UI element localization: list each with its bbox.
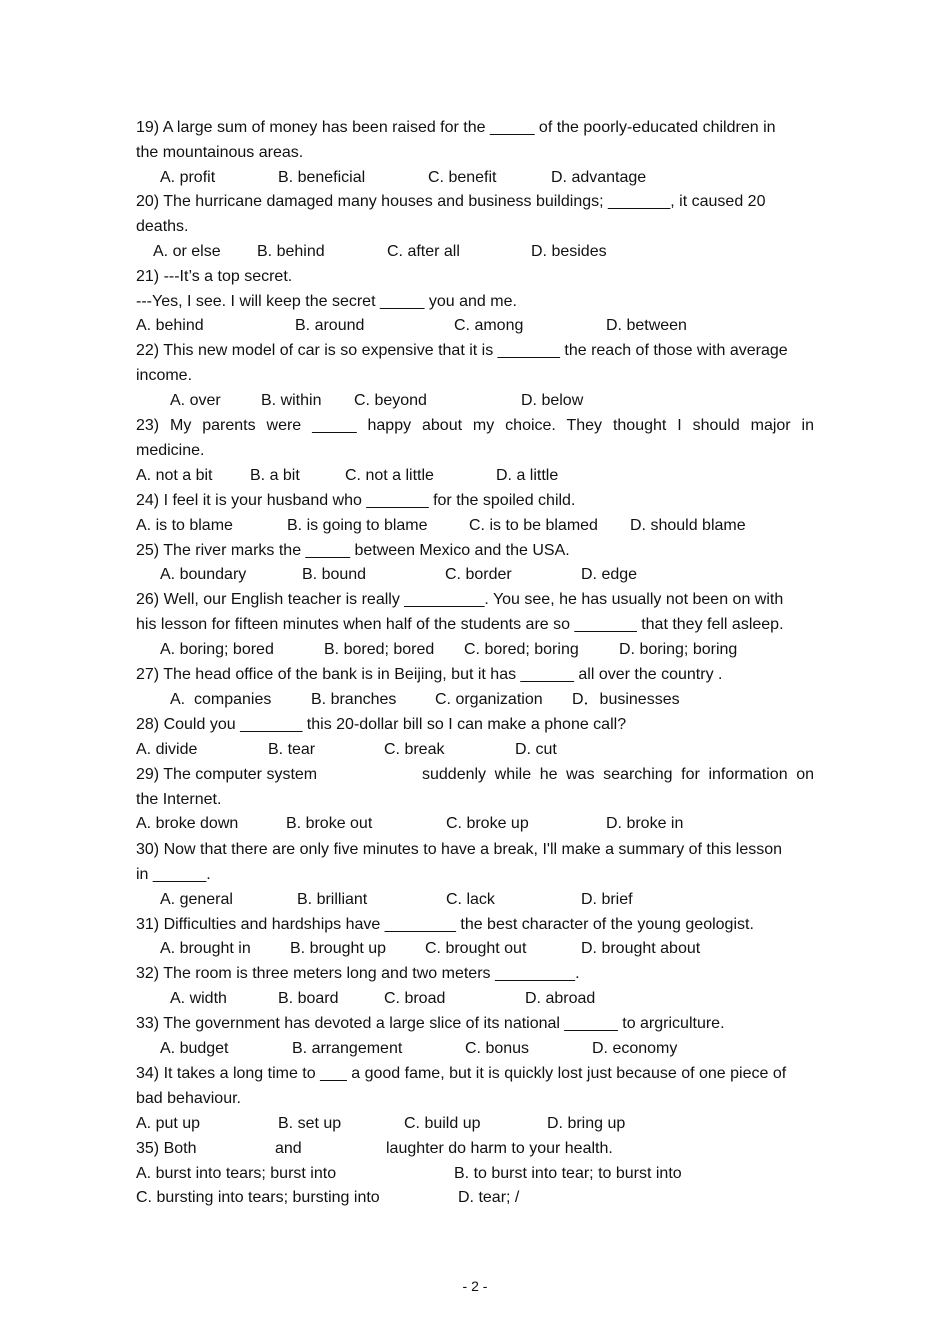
question-26-option-d: D. boring; boring xyxy=(619,641,738,658)
question-28-option-d: D. cut xyxy=(515,741,557,758)
question-28-option-b: B. tear xyxy=(268,741,316,758)
question-21-stem-cont: ---Yes, I see. I will keep the secret _____ you and me. xyxy=(136,293,517,310)
question-26-option-b: B. bored; bored xyxy=(324,641,435,658)
question-34-option-d: D. bring up xyxy=(547,1115,626,1132)
question-31-option-a: A. brought in xyxy=(160,940,251,957)
question-23-stem-cont: medicine. xyxy=(136,442,205,459)
question-21-option-c: C. among xyxy=(454,317,524,334)
question-35-stem-mid: and xyxy=(275,1140,302,1157)
question-32-option-a: A. width xyxy=(170,990,227,1007)
question-28-option-a: A. divide xyxy=(136,741,198,758)
question-35-option-d: D. tear; / xyxy=(458,1189,520,1206)
question-20-stem: 20) The hurricane damaged many houses and business buildings; _______, it caused 20 xyxy=(136,193,766,210)
question-27-stem: 27) The head office of the bank is in Beijing, but it has ______ all over the country . xyxy=(136,666,723,683)
question-33-option-d: D. economy xyxy=(592,1040,678,1057)
question-23-option-c: C. not a little xyxy=(345,467,434,484)
question-21-option-b: B. around xyxy=(295,317,365,334)
question-20-option-d: D. besides xyxy=(531,243,607,260)
question-25-stem: 25) The river marks the _____ between Mexico and the USA. xyxy=(136,542,570,559)
question-19-option-c: C. benefit xyxy=(428,169,497,186)
question-35-option-b: B. to burst into tear; to burst into xyxy=(454,1165,682,1182)
page-number: - 2 - xyxy=(462,1278,488,1294)
question-34-stem-cont: bad behaviour. xyxy=(136,1090,241,1107)
question-21-stem: 21) ---It’s a top secret. xyxy=(136,268,293,285)
question-31-option-c: C. brought out xyxy=(425,940,527,957)
question-27-option-c: C. organization xyxy=(435,691,543,708)
question-23-option-d: D. a little xyxy=(496,467,559,484)
question-25-option-c: C. border xyxy=(445,566,512,583)
question-31-option-d: D. brought about xyxy=(581,940,701,957)
question-19-option-b: B. beneficial xyxy=(278,169,366,186)
question-23-stem: 23) My parents were _____ happy about my choice. They thought I should major in xyxy=(136,417,814,434)
question-35-option-a: A. burst into tears; burst into xyxy=(136,1165,337,1182)
question-26-option-c: C. bored; boring xyxy=(464,641,579,658)
question-27-option-a: A. companies xyxy=(170,691,272,708)
question-29-stem-after-blank: suddenly while he was searching for information on xyxy=(422,766,814,783)
question-20-option-b: B. behind xyxy=(257,243,325,260)
question-19-stem-cont: the mountainous areas. xyxy=(136,144,304,161)
question-31-stem: 31) Difficulties and hardships have ________ the best character of the young geologist. xyxy=(136,916,754,933)
question-33-stem: 33) The government has devoted a large slice of its national ______ to argriculture. xyxy=(136,1015,725,1032)
question-24-option-d: D. should blame xyxy=(630,517,746,534)
question-29-option-a: A. broke down xyxy=(136,815,239,832)
question-28-option-c: C. break xyxy=(384,741,445,758)
question-32-stem: 32) The room is three meters long and two meters _________. xyxy=(136,965,580,982)
question-34-stem: 34) It takes a long time to ___ a good fame, but it is quickly lost just because of one piece of xyxy=(136,1065,787,1082)
question-22-stem: 22) This new model of car is so expensive that it is _______ the reach of those with average xyxy=(136,342,788,359)
question-34-option-c: C. build up xyxy=(404,1115,481,1132)
question-29-stem-cont: the Internet. xyxy=(136,791,222,808)
question-23-option-b: B. a bit xyxy=(250,467,300,484)
question-25-option-b: B. bound xyxy=(302,566,367,583)
question-29-option-b: B. broke out xyxy=(286,815,373,832)
question-19-option-d: D. advantage xyxy=(551,169,647,186)
question-33-option-c: C. bonus xyxy=(465,1040,530,1057)
question-22-option-b: B. within xyxy=(261,392,322,409)
question-35-option-c: C. bursting into tears; bursting into xyxy=(136,1189,380,1206)
question-27-option-d: D．businesses xyxy=(572,691,680,708)
question-22-option-c: C. beyond xyxy=(354,392,427,409)
question-29-option-c: C. broke up xyxy=(446,815,529,832)
question-20-option-a: A. or else xyxy=(153,243,221,260)
question-30-option-a: A. general xyxy=(160,891,233,908)
question-26-stem: 26) Well, our English teacher is really _________. You see, he has usually not been on with xyxy=(136,591,784,608)
question-25-option-d: D. edge xyxy=(581,566,638,583)
question-26-option-a: A. boring; bored xyxy=(160,641,274,658)
question-20-option-c: C. after all xyxy=(387,243,460,260)
question-32-option-b: B. board xyxy=(278,990,339,1007)
question-33-option-a: A. budget xyxy=(160,1040,229,1057)
question-30-stem: 30) Now that there are only five minutes to have a break, I'll make a summary of this lesson xyxy=(136,841,783,858)
question-24-option-c: C. is to be blamed xyxy=(469,517,598,534)
question-26-stem-cont: his lesson for fifteen minutes when half of the students are so _______ that they fell asleep. xyxy=(136,616,784,633)
question-23-option-a: A. not a bit xyxy=(136,467,213,484)
question-34-option-a: A. put up xyxy=(136,1115,201,1132)
question-31-option-b: B. brought up xyxy=(290,940,387,957)
question-30-option-d: D. brief xyxy=(581,891,633,908)
question-29-stem: 29) The computer system xyxy=(136,766,318,783)
question-32-option-d: D. abroad xyxy=(525,990,596,1007)
question-22-stem-cont: income. xyxy=(136,367,193,384)
question-34-option-b: B. set up xyxy=(278,1115,342,1132)
question-27-option-b: B. branches xyxy=(311,691,397,708)
question-21-option-d: D. between xyxy=(606,317,687,334)
question-25-option-a: A. boundary xyxy=(160,566,247,583)
question-21-option-a: A. behind xyxy=(136,317,204,334)
question-30-option-b: B. brilliant xyxy=(297,891,368,908)
question-35-stem: 35) Both xyxy=(136,1140,197,1157)
question-33-option-b: B. arrangement xyxy=(292,1040,403,1057)
question-32-option-c: C. broad xyxy=(384,990,446,1007)
question-35-stem-end: laughter do harm to your health. xyxy=(386,1140,613,1157)
question-22-option-a: A. over xyxy=(170,392,221,409)
question-22-option-d: D. below xyxy=(521,392,584,409)
question-19-option-a: A. profit xyxy=(160,169,216,186)
question-24-stem: 24) I feel it is your husband who _______ for the spoiled child. xyxy=(136,492,576,509)
question-29-option-d: D. broke in xyxy=(606,815,684,832)
question-20-stem-cont: deaths. xyxy=(136,218,189,235)
question-24-option-a: A. is to blame xyxy=(136,517,233,534)
question-24-option-b: B. is going to blame xyxy=(287,517,428,534)
question-30-stem-cont: in ______. xyxy=(136,866,211,883)
question-30-option-c: C. lack xyxy=(446,891,495,908)
question-19-stem: 19) A large sum of money has been raised for the _____ of the poorly-educated children in xyxy=(136,119,776,136)
question-28-stem: 28) Could you _______ this 20-dollar bill so I can make a phone call? xyxy=(136,716,627,733)
